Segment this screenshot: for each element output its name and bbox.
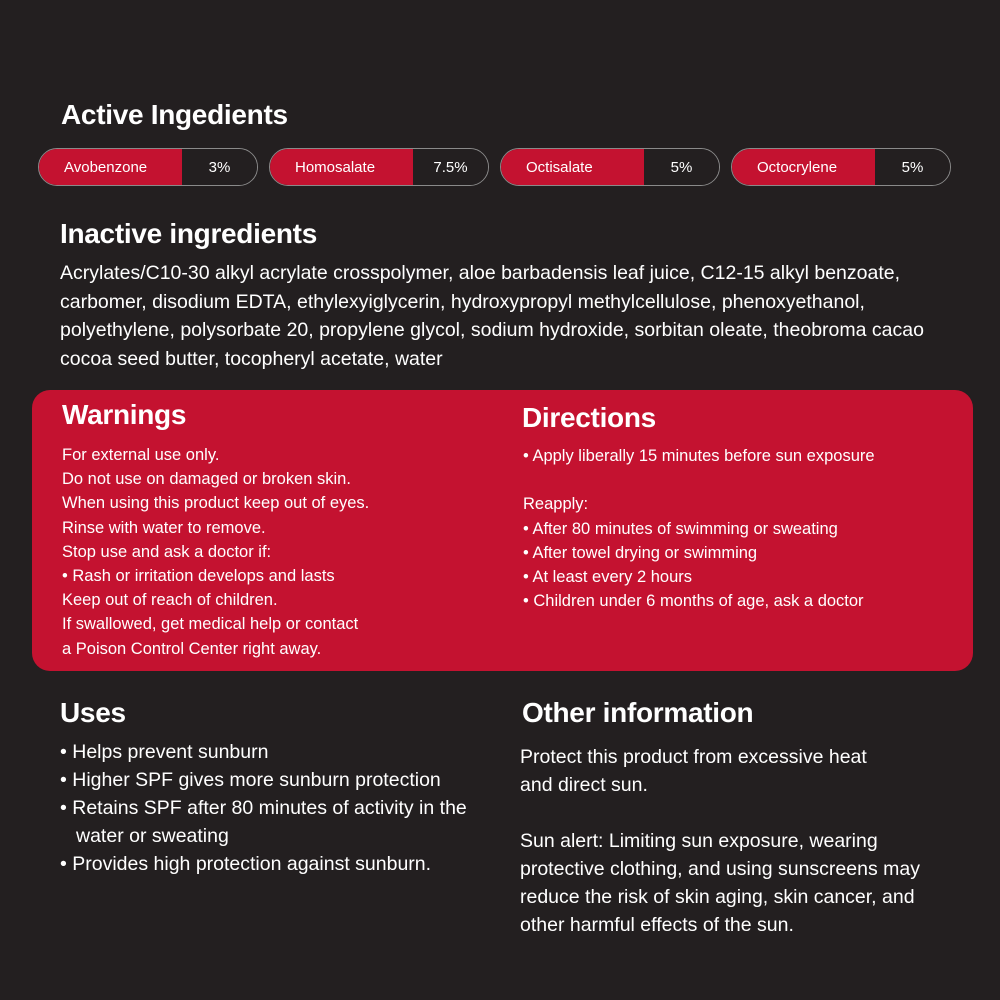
active-ingredients-heading: Active Ingedients <box>61 99 288 130</box>
ingredient-percentage: 3% <box>182 149 257 185</box>
ingredient-name: Avobenzone <box>39 149 182 185</box>
warning-line: Stop use and ask a doctor if: <box>62 542 272 561</box>
warning-line: Do not use on damaged or broken skin. <box>62 470 351 489</box>
directions-list <box>523 444 943 613</box>
warning-line: If swallowed, get medical help or contact <box>62 615 359 634</box>
warning-line: Keep out of reach of children. <box>62 591 278 610</box>
ingredient-percentage: 5% <box>875 149 950 185</box>
warning-line: For external use only. <box>62 446 220 464</box>
ingredient-pill-homosalate <box>269 148 489 186</box>
use-item: • Provides high protection against sunburn. <box>60 853 432 875</box>
ingredient-name: Octocrylene <box>732 149 875 185</box>
ingredient-pill-octocrylene <box>731 148 951 186</box>
ingredient-pill-octisalate <box>500 148 720 186</box>
use-item: • Retains SPF after 80 minutes of activity in the water or sweating <box>60 797 467 847</box>
ingredient-percentage: 5% <box>644 149 719 185</box>
direction-line: Reapply: <box>523 495 589 514</box>
direction-line: • After 80 minutes of swimming or sweating <box>523 519 838 538</box>
ingredient-name: Homosalate <box>270 149 413 185</box>
warning-line: Rinse with water to remove. <box>62 518 266 537</box>
uses-heading: Uses <box>60 697 126 728</box>
other-information-heading: Other information <box>522 697 754 728</box>
direction-line: • After towel drying or swimming <box>523 543 758 562</box>
warning-line: When using this product keep out of eyes. <box>62 494 370 513</box>
sun-alert-paragraph: Sun alert: Limiting sun exposure, wearing protective clothing, and using sunscreens may reduce the risk of skin aging, skin cancer, and other harmful effects of the sun. <box>520 830 920 936</box>
direction-line: • At least every 2 hours <box>523 568 693 586</box>
uses-list <box>60 738 480 878</box>
use-item: • Higher SPF gives more sunburn protection <box>60 769 441 791</box>
direction-line: • Children under 6 months of age, ask a doctor <box>523 592 864 611</box>
warning-line: a Poison Control Center right away. <box>62 639 322 658</box>
use-item: • Helps prevent sunburn <box>60 741 269 763</box>
direction-spacer <box>523 468 943 492</box>
active-ingredients-list <box>38 148 951 186</box>
inactive-ingredients-heading: Inactive ingredients <box>60 218 317 249</box>
warnings-heading: Warnings <box>62 399 187 430</box>
directions-heading: Directions <box>522 402 656 433</box>
direction-line: • Apply liberally 15 minutes before sun exposure <box>523 447 875 465</box>
ingredient-pill-avobenzone <box>38 148 258 186</box>
warning-line: • Rash or irritation develops and lasts <box>62 567 335 586</box>
inactive-ingredients-text: Acrylates/C10-30 alkyl acrylate crosspolymer, aloe barbadensis leaf juice, C12-15 alkyl benzoate, carbomer, disodium EDTA, ethylexyiglycerin, hydroxypropyl methylcellulose, phenoxyethanol, polyethylene, polysorbate 20, propylene glycol, sodium hydroxide, sorbitan oleate, theobroma cacao cocoa seed butter, tocopheryl acetate, water <box>60 262 924 370</box>
other-information-text <box>520 743 960 967</box>
ingredient-name: Octisalate <box>501 149 644 185</box>
ingredient-percentage: 7.5% <box>413 149 488 185</box>
other-information-paragraph: Protect this product from excessive heat and direct sun. <box>520 746 867 796</box>
warnings-list <box>62 443 462 661</box>
